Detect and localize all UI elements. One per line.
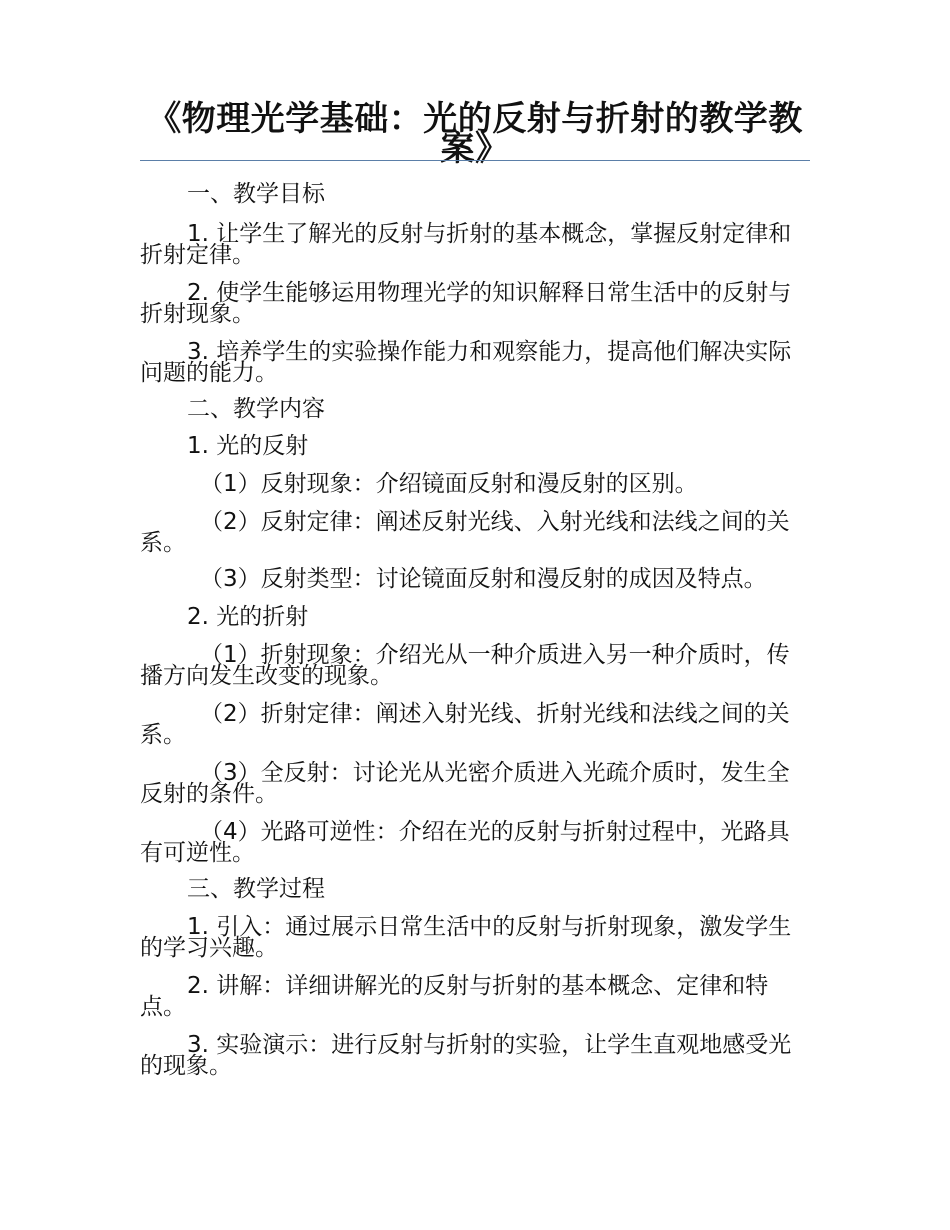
paragraph: （1）反射现象：介绍镜面反射和漫反射的区别。 xyxy=(200,471,698,497)
paragraph: （4）光路可逆性：介绍在光的反射与折射过程中，光路具有可逆性。 xyxy=(140,819,790,866)
section-heading-objectives: 一、教学目标 xyxy=(187,181,325,207)
paragraph: （1）折射现象：介绍光从一种介质进入另一种介质时，传播方向发生改变的现象。 xyxy=(140,642,790,689)
paragraph: 1. 引入：通过展示日常生活中的反射与折射现象，激发学生的学习兴趣。 xyxy=(140,914,792,961)
section-heading-content: 二、教学内容 xyxy=(187,396,325,422)
paragraph: （3）全反射：讨论光从光密介质进入光疏介质时，发生全反射的条件。 xyxy=(140,760,790,807)
paragraph: （2）反射定律：阐述反射光线、入射光线和法线之间的关系。 xyxy=(140,509,790,556)
subheading: 1. 光的反射 xyxy=(187,433,309,459)
paragraph: （2）折射定律：阐述入射光线、折射光线和法线之间的关系。 xyxy=(140,701,790,748)
paragraph: 2. 讲解：详细讲解光的反射与折射的基本概念、定律和特点。 xyxy=(140,973,769,1020)
section-heading-process: 三、教学过程 xyxy=(187,876,325,902)
title-divider xyxy=(140,160,810,161)
paragraph: （3）反射类型：讨论镜面反射和漫反射的成因及特点。 xyxy=(200,566,767,592)
paragraph: 3. 实验演示：进行反射与折射的实验，让学生直观地感受光的现象。 xyxy=(140,1032,792,1079)
paragraph: 1. 让学生了解光的反射与折射的基本概念，掌握反射定律和折射定律。 xyxy=(140,221,792,268)
subheading: 2. 光的折射 xyxy=(187,604,309,630)
paragraph: 2. 使学生能够运用物理光学的知识解释日常生活中的反射与折射现象。 xyxy=(140,280,792,327)
paragraph: 3. 培养学生的实验操作能力和观察能力，提高他们解决实际问题的能力。 xyxy=(140,339,792,386)
document-title: 《物理光学基础：光的反射与折射的教学教案》 xyxy=(147,99,803,169)
